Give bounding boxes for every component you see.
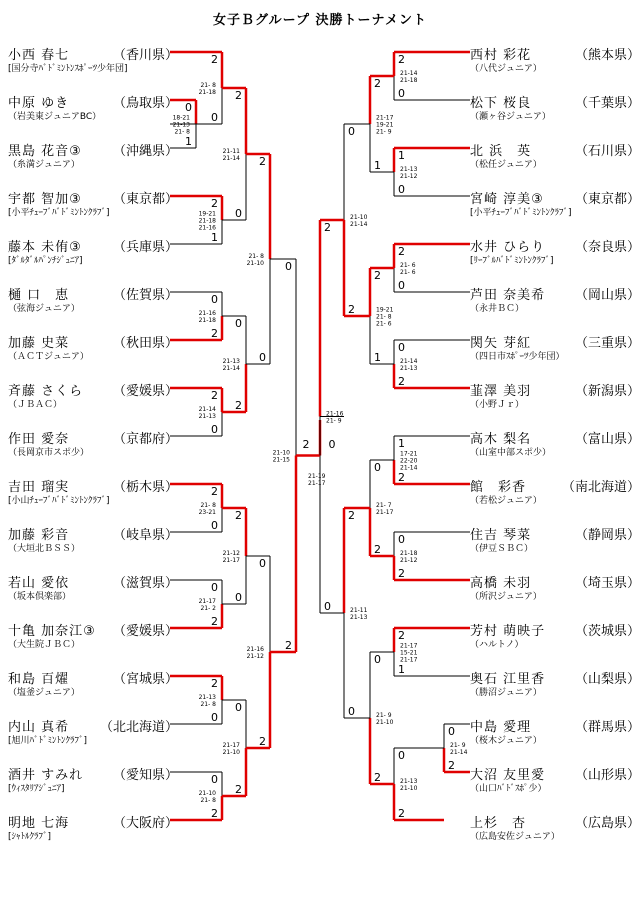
player-club: [ｼｬﾄﾙｸﾗﾌﾞ] (8, 832, 52, 842)
player-name: 館 彩香 (470, 480, 527, 495)
match-score: 21-19 (308, 473, 326, 480)
player-name: 松下 桜良 (470, 96, 532, 111)
player-name: 西村 彩花 (470, 48, 532, 63)
match-score: 21- 8 (376, 313, 392, 321)
match-score: 21-14 (450, 749, 468, 756)
match-score: 21-14 (400, 70, 418, 77)
player-club: （所沢ジュニア） (470, 592, 542, 602)
match-score: 21- 8 (174, 128, 190, 136)
match-score: 21-18 (198, 89, 216, 96)
player-prefecture: （滋賀県） (112, 576, 178, 591)
match-result: 0 (398, 341, 405, 354)
player-club: [ﾀﾞﾙﾀﾞﾙﾊﾟﾝﾁｼﾞｭﾆｱ] (8, 256, 83, 266)
match-result: 0 (235, 317, 242, 330)
match-score: 22-20 (400, 457, 418, 465)
match-score: 21-14 (400, 358, 418, 365)
player-club: （ＡＣＴジュニア） (8, 352, 89, 362)
match-score: 21-10 (350, 214, 368, 221)
match-result: 1 (374, 159, 381, 172)
player-club: （四日市ｽﾎﾟｰﾂ少年団） (470, 352, 565, 362)
player-prefecture: （佐賀県） (112, 288, 178, 303)
match-score: 21-16 (326, 410, 344, 418)
match-result: 2 (235, 509, 242, 522)
match-score: 21-17 (376, 509, 394, 516)
player-prefecture: （愛媛県） (112, 624, 178, 639)
player-prefecture: （栃木県） (112, 480, 178, 495)
player-prefecture: （千葉県） (574, 96, 640, 111)
player-name: 宇都 智加③ (8, 192, 82, 207)
player-name: 斉藤 さくら (8, 384, 84, 399)
player-club: [小平ﾁｭｰﾌﾞﾊﾞﾄﾞﾐﾝﾄﾝｸﾗﾌﾞ] (470, 208, 572, 218)
match-score: 21- 8 (248, 253, 264, 260)
match-result: 2 (348, 303, 355, 316)
player-name: 高木 梨名 (470, 432, 532, 447)
player-prefecture: （奈良県） (574, 240, 640, 255)
player-club: （糸満ジュニア） (8, 160, 80, 170)
player-club: （若松ジュニア） (470, 496, 542, 506)
match-result: 2 (398, 471, 405, 484)
player-club: （ハルトノ） (470, 640, 524, 650)
match-score: 21-10 (222, 749, 240, 756)
match-score: 21-13 (400, 365, 418, 372)
match-score: 21- 6 (400, 262, 416, 269)
player-prefecture: （秋田県） (112, 336, 178, 351)
match-score: 21-17 (400, 656, 418, 664)
player-name: 関矢 芽紅 (470, 336, 532, 351)
match-result: 0 (185, 101, 192, 114)
player-club: （小野Ｊｒ） (470, 400, 525, 410)
match-result: 2 (324, 221, 331, 234)
player-name: 宮崎 淳美③ (470, 192, 544, 207)
match-result: 1 (185, 135, 192, 148)
player-club: （広島安佐ジュニア） (470, 832, 560, 842)
player-name: 作田 愛奈 (8, 432, 70, 447)
match-result: 0 (211, 773, 218, 786)
match-score: 21-13 (350, 614, 368, 621)
match-score: 21- 6 (400, 269, 416, 276)
player-club: [ﾘｰﾌﾞﾙﾊﾞﾄﾞﾐﾝﾄﾝｸﾗﾌﾞ] (470, 256, 554, 266)
match-score: 18-21 (172, 114, 190, 122)
player-prefecture: （三重県） (574, 336, 640, 351)
player-prefecture: （広島県） (574, 816, 640, 831)
match-result: 2 (448, 759, 455, 772)
match-result: 2 (398, 629, 405, 642)
match-score: 19-21 (376, 306, 394, 314)
player-club: [小平ﾁｭｰﾌﾞﾊﾞﾄﾞﾐﾝﾄﾝｸﾗﾌﾞ] (8, 208, 110, 218)
match-result: 0 (374, 653, 381, 666)
player-name: 和島 百燿 (8, 672, 70, 687)
match-result: 2 (374, 771, 381, 784)
player-club: （大生院ＪＢＣ） (8, 640, 81, 650)
match-result: 0 (448, 725, 455, 738)
match-score: 21- 8 (200, 82, 216, 89)
match-score: 19-21 (198, 210, 216, 218)
player-name: 樋 口 恵 (8, 288, 70, 303)
player-club: （山室中部スポ少） (470, 448, 552, 458)
match-score: 21-18 (400, 77, 418, 84)
player-prefecture: （南北海道） (561, 480, 640, 495)
match-score: 21-10 (198, 790, 216, 797)
player-name: 小西 春七 (8, 48, 70, 63)
match-score: 21-17 (198, 598, 216, 605)
player-club: （岩美東ジュニアBC） (8, 112, 102, 122)
match-result: 2 (374, 543, 381, 556)
match-result: 2 (211, 53, 218, 66)
match-result: 1 (398, 437, 405, 450)
match-score: 21- 9 (326, 417, 342, 425)
match-score: 21- 6 (376, 320, 392, 328)
match-result: 0 (348, 705, 355, 718)
player-prefecture: （山形県） (574, 768, 640, 783)
player-name: 高橋 未羽 (470, 576, 532, 591)
match-score: 21- 8 (200, 797, 216, 804)
match-score: 21-15 (272, 456, 290, 464)
match-score: 21-11 (350, 607, 368, 614)
match-result: 0 (398, 749, 405, 762)
player-prefecture: （埼玉県） (574, 576, 640, 591)
match-score: 21-13 (400, 778, 418, 785)
player-prefecture: （茨城県） (574, 624, 640, 639)
match-result: 2 (398, 567, 405, 580)
player-prefecture: （北北海道） (99, 720, 178, 735)
player-club: （永井ＢＣ） (470, 304, 525, 314)
player-name: 黒島 花音③ (8, 144, 82, 159)
player-club: （弦海ジュニア） (8, 304, 80, 314)
match-result: 0 (211, 423, 218, 436)
player-club: [国分寺ﾊﾞﾄﾞﾐﾝﾄﾝｽﾎﾟｰﾂ少年団] (8, 64, 128, 74)
player-name: 酒井 すみれ (8, 768, 84, 783)
match-score: 21-18 (198, 217, 216, 225)
match-score: 21- 9 (450, 742, 466, 749)
match-score: 21-17 (400, 642, 418, 650)
player-club: （勝沼ジュニア） (470, 688, 542, 698)
player-club: （瀬ヶ谷ジュニア） (470, 112, 551, 122)
match-score: 21-14 (222, 365, 240, 372)
match-score: 21-18 (198, 317, 216, 324)
match-score: 21-12 (222, 550, 240, 557)
player-prefecture: （岡山県） (574, 288, 640, 303)
player-prefecture: （東京都） (574, 192, 640, 207)
player-name: 明地 七海 (8, 816, 70, 831)
player-club: （長岡京市スポ少） (8, 448, 90, 458)
player-club: （八代ジュニア） (470, 64, 542, 74)
match-result: 2 (211, 807, 218, 820)
match-result: 2 (211, 327, 218, 340)
player-prefecture: （富山県） (574, 432, 640, 447)
match-score: 21- 7 (376, 502, 392, 509)
match-result: 0 (259, 351, 266, 364)
match-result: 1 (398, 663, 405, 676)
player-prefecture: （東京都） (112, 192, 178, 207)
player-name: 内山 真希 (8, 720, 70, 735)
match-score: 23-21 (198, 509, 216, 516)
player-prefecture: （熊本県） (574, 48, 640, 63)
player-club: （大垣北ＢＳＳ） (8, 544, 81, 554)
match-result: 0 (398, 279, 405, 292)
match-result: 2 (374, 77, 381, 90)
player-prefecture: （石川県） (574, 144, 640, 159)
match-result: 0 (348, 125, 355, 138)
match-score: 21-10 (272, 449, 290, 457)
match-result: 0 (398, 87, 405, 100)
match-result: 2 (302, 438, 310, 451)
player-name: 加藤 彩音 (8, 528, 70, 543)
player-prefecture: （沖縄県） (112, 144, 178, 159)
match-score: 21-13 (400, 166, 418, 173)
match-score: 21-10 (376, 719, 394, 726)
player-club: （松任ジュニア） (470, 160, 542, 170)
match-result: 0 (235, 591, 242, 604)
match-result: 2 (235, 783, 242, 796)
player-name: 芦田 奈美希 (470, 288, 546, 303)
player-prefecture: （群馬県） (574, 720, 640, 735)
player-club: （山口ﾊﾞﾄﾞｽﾎﾟ少） (470, 784, 547, 794)
match-result: 0 (235, 701, 242, 714)
player-name: 住吉 琴菜 (470, 528, 532, 543)
match-result: 2 (211, 389, 218, 402)
match-score: 21- 9 (376, 712, 392, 719)
match-score: 21-13 (198, 413, 216, 420)
match-result: 1 (398, 149, 405, 162)
player-name: 上杉 杏 (470, 816, 527, 831)
player-name: 若山 愛依 (8, 576, 70, 591)
match-result: 0 (324, 600, 331, 613)
match-result: 2 (235, 89, 242, 102)
player-name: 芳村 萌映子 (470, 624, 546, 639)
match-score: 21-16 (246, 646, 264, 653)
player-name: 十亀 加奈江③ (8, 624, 96, 639)
match-score: 21- 2 (200, 605, 216, 612)
match-result: 0 (285, 260, 292, 273)
match-result: 2 (259, 155, 266, 168)
match-score: 21-12 (400, 557, 418, 564)
match-score: 21-10 (400, 785, 418, 792)
match-score: 21-14 (400, 464, 418, 472)
match-score: 21-17 (222, 742, 240, 749)
player-club: [小山ﾁｭｰﾌﾞﾊﾞﾄﾞﾐﾝﾄﾝｸﾗﾌﾞ] (8, 496, 110, 506)
match-result: 2 (285, 639, 292, 652)
match-score: 21- 8 (200, 502, 216, 509)
player-name: 中島 愛理 (470, 720, 532, 735)
match-result: 2 (398, 53, 405, 66)
match-score: 21-17 (222, 557, 240, 564)
match-result: 2 (211, 197, 218, 210)
player-club: （ＪＢＡＣ） (8, 400, 63, 410)
match-result: 2 (398, 807, 405, 820)
match-score: 17-21 (400, 450, 418, 458)
match-result: 2 (398, 375, 405, 388)
match-result: 0 (398, 533, 405, 546)
match-score: 21-16 (198, 224, 216, 232)
match-result: 2 (235, 399, 242, 412)
player-prefecture: （兵庫県） (112, 240, 178, 255)
match-result: 0 (211, 711, 218, 724)
player-club: [旭川ﾊﾞﾄﾞﾐﾝﾄﾝｸﾗﾌﾞ] (8, 736, 88, 746)
match-result: 2 (348, 509, 355, 522)
match-score: 21- 8 (200, 701, 216, 708)
match-result: 0 (398, 183, 405, 196)
player-prefecture: （宮城県） (112, 672, 178, 687)
match-result: 0 (328, 438, 336, 451)
page-title: 女子Ｂグループ 決勝トーナメント (213, 13, 427, 28)
match-result: 2 (374, 269, 381, 282)
match-score: 19-21 (376, 121, 394, 129)
player-prefecture: （愛媛県） (112, 384, 178, 399)
match-score: 21-11 (222, 148, 240, 155)
match-score: 21-18 (400, 550, 418, 557)
player-name: 中原 ゆき (8, 96, 70, 111)
match-result: 2 (211, 485, 218, 498)
match-score: 21-13 (198, 694, 216, 701)
player-name: 吉田 瑠実 (8, 480, 70, 495)
match-score: 21-14 (350, 221, 368, 228)
match-result: 0 (211, 581, 218, 594)
match-result: 2 (211, 615, 218, 628)
match-result: 0 (259, 557, 266, 570)
player-name: 北 浜 英 (470, 144, 532, 159)
player-prefecture: （鳥取県） (112, 96, 178, 111)
player-name: 加藤 史菜 (8, 336, 70, 351)
match-result: 2 (398, 245, 405, 258)
player-club: [ｳｨｽﾀﾘｱｼﾞｭﾆｱ] (8, 784, 65, 794)
player-name: 水井 ひらり (470, 240, 546, 255)
player-club: （桜木ジュニア） (470, 736, 542, 746)
match-score: 21-13 (172, 121, 190, 129)
player-prefecture: （新潟県） (574, 384, 640, 399)
match-score: 21-14 (222, 155, 240, 162)
match-result: 0 (211, 111, 218, 124)
player-club: （伊豆ＳＢＣ） (470, 544, 534, 554)
match-score: 15-21 (400, 649, 418, 657)
player-name: 大沼 友里愛 (470, 768, 546, 783)
match-result: 0 (211, 293, 218, 306)
match-result: 0 (374, 461, 381, 474)
match-score: 21-17 (376, 114, 394, 122)
match-score: 21-10 (246, 260, 264, 267)
player-name: 韮澤 美羽 (470, 384, 532, 399)
player-name: 藤本 未侑③ (8, 240, 82, 255)
player-prefecture: （愛知県） (112, 768, 178, 783)
player-prefecture: （京都府） (112, 432, 178, 447)
player-club: （坂本倶楽部） (8, 592, 72, 602)
match-result: 0 (211, 519, 218, 532)
player-name: 奥石 江里香 (470, 672, 546, 687)
player-prefecture: （山梨県） (574, 672, 640, 687)
match-result: 1 (211, 231, 218, 244)
match-result: 1 (374, 351, 381, 364)
match-result: 0 (235, 207, 242, 220)
match-score: 21-17 (308, 480, 326, 487)
player-prefecture: （香川県） (112, 48, 178, 63)
match-result: 2 (259, 735, 266, 748)
match-score: 21-14 (198, 406, 216, 413)
player-prefecture: （静岡県） (574, 528, 640, 543)
match-result: 2 (211, 677, 218, 690)
match-score: 21-12 (400, 173, 418, 180)
match-score: 21- 9 (376, 128, 392, 136)
match-score: 21-12 (246, 653, 264, 660)
match-score: 21-13 (222, 358, 240, 365)
player-prefecture: （大阪府） (112, 816, 178, 831)
player-club: （塩釜ジュニア） (8, 688, 80, 698)
match-score: 21-16 (198, 310, 216, 317)
player-prefecture: （岐阜県） (112, 528, 178, 543)
